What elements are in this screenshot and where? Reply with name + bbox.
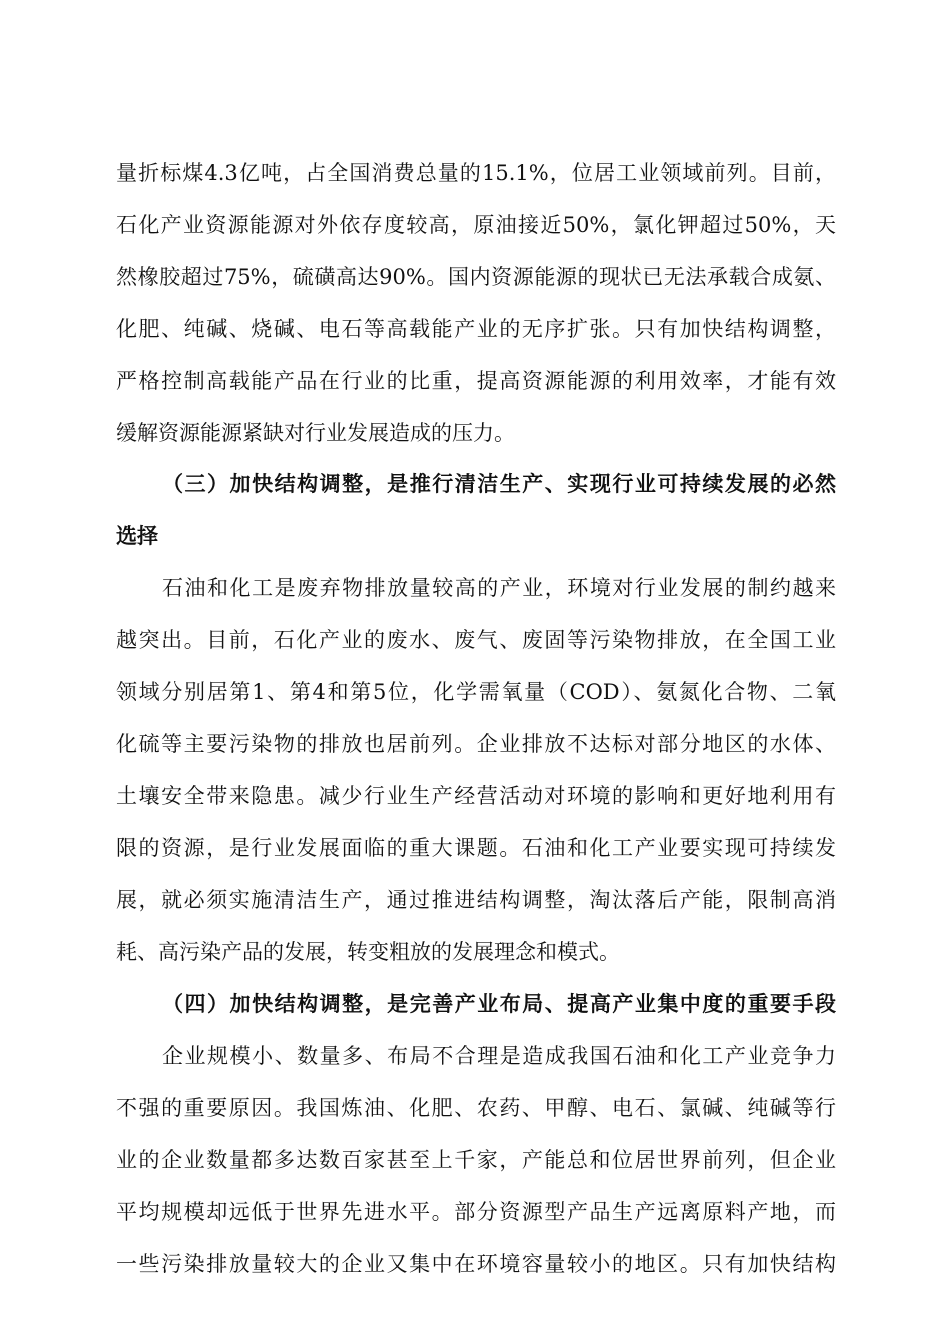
- section-heading: （三）加快结构调整，是推行清洁生产、实现行业可持续发展的必然: [162, 472, 836, 496]
- paragraph-line: 业的企业数量都多达数百家甚至上千家，产能总和位居世界前列，但企业: [116, 1148, 836, 1172]
- paragraph-line: 石油和化工是废弃物排放量较高的产业，环境对行业发展的制约越来: [162, 576, 836, 600]
- paragraph-line: 缓解资源能源紧缺对行业发展造成的压力。: [116, 421, 515, 445]
- paragraph-line: 耗、高污染产品的发展，转变粗放的发展理念和模式。: [116, 940, 620, 964]
- section-heading: （四）加快结构调整，是完善产业布局、提高产业集中度的重要手段: [162, 992, 836, 1016]
- paragraph-line: 企业规模小、数量多、布局不合理是造成我国石油和化工产业竞争力: [162, 1044, 836, 1068]
- paragraph-line: 石化产业资源能源对外依存度较高，原油接近50%，氯化钾超过50%，天: [116, 213, 836, 237]
- paragraph-line: 越突出。目前，石化产业的废水、废气、废固等污染物排放，在全国工业: [116, 628, 836, 652]
- paragraph-line: 不强的重要原因。我国炼油、化肥、农药、甲醇、电石、氯碱、纯碱等行: [116, 1096, 836, 1120]
- paragraph-line: 化肥、纯碱、烧碱、电石等高载能产业的无序扩张。只有加快结构调整，: [116, 317, 836, 341]
- paragraph-line: 然橡胶超过75%，硫磺高达90%。国内资源能源的现状已无法承载合成氨、: [116, 265, 836, 289]
- section-heading-continuation: 选择: [116, 524, 158, 548]
- paragraph-line: 领域分别居第1、第4和第5位，化学需氧量（COD）、氨氮化合物、二氧: [116, 680, 836, 704]
- paragraph-line: 严格控制高载能产品在行业的比重，提高资源能源的利用效率，才能有效: [116, 369, 836, 393]
- paragraph-line: 一些污染排放量较大的企业又集中在环境容量较小的地区。只有加快结构: [116, 1252, 836, 1276]
- paragraph-line: 土壤安全带来隐患。减少行业生产经营活动对环境的影响和更好地利用有: [116, 784, 836, 808]
- paragraph-line: 平均规模却远低于世界先进水平。部分资源型产品生产远离原料产地，而: [116, 1200, 836, 1224]
- paragraph-line: 限的资源，是行业发展面临的重大课题。石油和化工产业要实现可持续发: [116, 836, 836, 860]
- paragraph-line: 量折标煤4.3亿吨，占全国消费总量的15.1%，位居工业领域前列。目前，: [116, 161, 836, 185]
- paragraph-line: 展，就必须实施清洁生产，通过推进结构调整，淘汰落后产能，限制高消: [116, 888, 836, 912]
- paragraph-line: 化硫等主要污染物的排放也居前列。企业排放不达标对部分地区的水体、: [116, 732, 836, 756]
